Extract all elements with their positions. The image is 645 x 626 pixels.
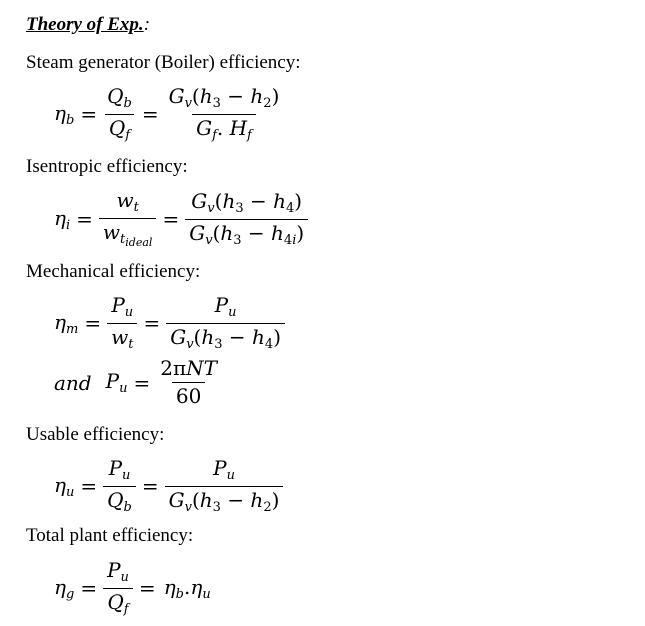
fraction-power: $\frac{\text{2πNT}}{60}$ bbox=[160, 356, 217, 408]
equation-isentropic-efficiency: $\eta_i$ = $\frac{w_t}{w_{t_{ideal}}}$ = $\frac{G_v(h_3 - h_4)}{G_v(h_3 - h_{4i})}$ bbox=[54, 190, 308, 248]
section-label-boiler: Steam generator (Boiler) efficiency: bbox=[26, 52, 301, 73]
equation-usable-efficiency: $\eta_u$ = $\frac{P_u}{Q_b}$ = $\frac{P_u}{G_v(h_3 - h_2)}$ bbox=[54, 458, 283, 514]
fraction-isentropic-enthalpy: $\frac{G_v(h_3 - h_4)}{G_v(h_3 - h_{4i})}$ bbox=[185, 191, 308, 247]
theory-heading bbox=[26, 14, 150, 36]
equation-boiler-efficiency: $\eta_b$ = $\frac{Q_b}{Q_f}$ = $\frac{G_v(h_3 - h_2)}{G_f. H_f}$ bbox=[54, 86, 283, 142]
fraction-boiler-enthalpy: $\frac{G_v(h_3 - h_2)}{G_f. H_f}$ bbox=[168, 84, 280, 143]
heading-title: Theory of Exp. bbox=[26, 14, 144, 35]
heading-colon: : bbox=[143, 14, 151, 35]
fraction-qb-qf: $\frac{Q_b}{Q_f}$ bbox=[103, 86, 136, 142]
section-label-total-plant: Total plant efficiency: bbox=[26, 525, 194, 546]
section-label-isentropic: Isentropic efficiency: bbox=[26, 156, 188, 177]
section-label-mechanical: Mechanical efficiency: bbox=[26, 261, 201, 282]
fraction-wt-wtideal: $\frac{w_t}{w_{t_{ideal}}}$ bbox=[99, 190, 157, 248]
equation-total-plant-efficiency: $\eta_g$ = $\frac{P_u}{Q_f}$ = $\eta_b.\eta_u$ bbox=[54, 558, 211, 617]
fraction-usable-enthalpy: $\frac{P_u}{G_v(h_3 - h_2)}$ bbox=[165, 458, 284, 514]
fraction-pu-qb: $\frac{P_u}{Q_b}$ bbox=[103, 458, 136, 514]
fraction-mechanical-enthalpy: $\frac{P_u}{G_v(h_3 - h_4)}$ bbox=[166, 295, 285, 351]
section-label-usable: Usable efficiency: bbox=[26, 424, 165, 445]
fraction-pu-wt: $\frac{P_u}{w_t}$ bbox=[107, 295, 137, 351]
equation-usable-power: and $P_u$ = $\frac{\text{2πNT}}{60}$ bbox=[54, 358, 221, 407]
fraction-pu-qf: $\frac{P_u}{Q_f}$ bbox=[103, 560, 133, 616]
equation-mechanical-efficiency: $\eta_m$ = $\frac{P_u}{w_t}$ = $\frac{P_u}{G_v(h_3 - h_4)}$ bbox=[54, 295, 285, 351]
